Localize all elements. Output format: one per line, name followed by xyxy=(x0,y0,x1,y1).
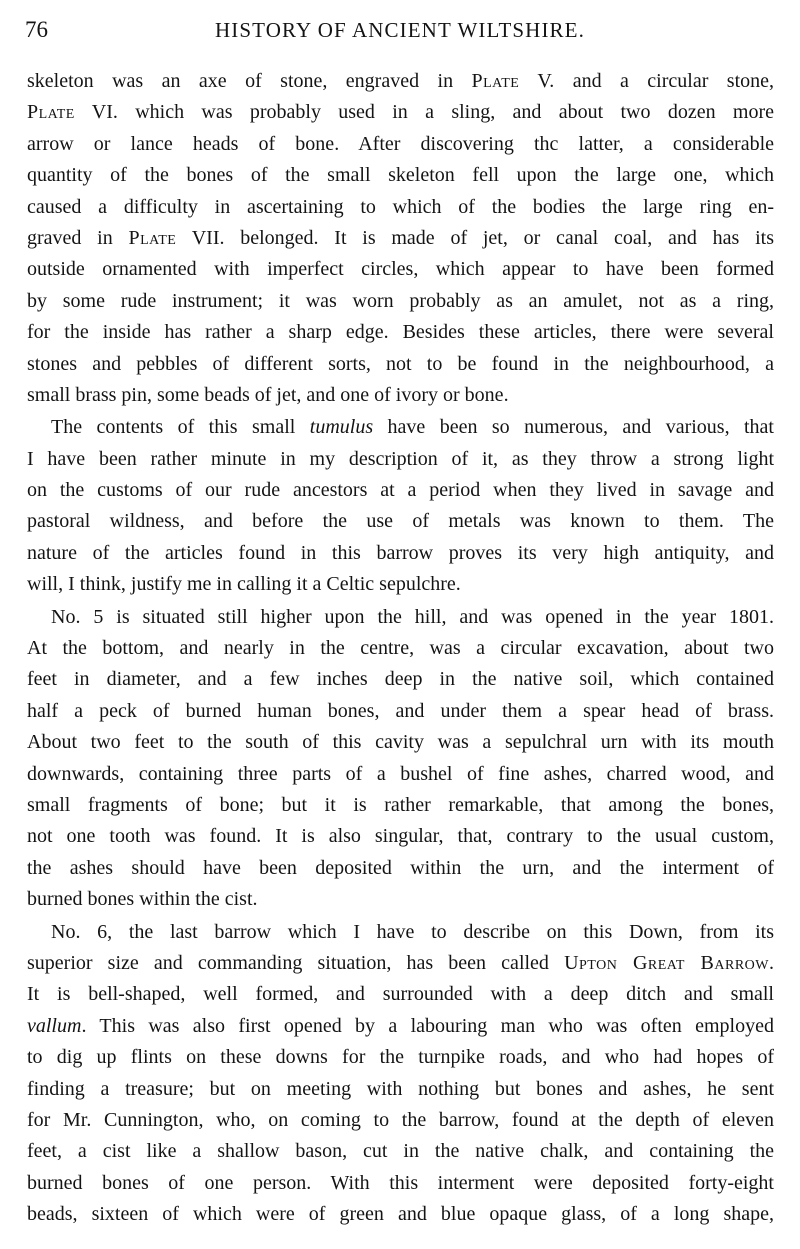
text-line xyxy=(27,97,774,128)
text-segment: for the inside has rather a sharp edge. Besides these articles, there were several xyxy=(27,321,774,344)
text-line xyxy=(27,569,774,600)
text-line xyxy=(27,1105,774,1136)
running-title: HISTORY OF ANCIENT WILTSHIRE. xyxy=(215,18,585,42)
text-segment: VI. which was probably used in a sling, and about two dozen more xyxy=(74,101,774,124)
text-segment: quantity of the bones of the small skeleton fell upon the large one, which xyxy=(27,164,774,187)
small-caps-text: Upton Great Barrow xyxy=(564,951,769,974)
small-caps-text: Plate xyxy=(471,70,520,92)
text-line xyxy=(27,948,774,979)
text-segment: to dig up flints on these downs for the turnpike roads, and who had hopes of xyxy=(27,1046,774,1069)
paragraph xyxy=(27,602,774,916)
text-line xyxy=(27,759,774,790)
text-line xyxy=(27,1042,774,1073)
text-segment: . This was also first opened by a labouring man who was often employed xyxy=(81,1014,774,1037)
text-segment: feet, a cist like a shallow bason, cut in the native chalk, and containing the xyxy=(27,1140,774,1163)
text-line xyxy=(27,538,774,569)
text-line xyxy=(27,790,774,821)
text-segment: on the customs of our rude ancestors at a period when they lived in savage and xyxy=(27,479,774,502)
text-segment: superior size and commanding situation, has been called xyxy=(27,951,565,974)
text-line xyxy=(27,66,774,97)
text-segment: V. and a circular stone, xyxy=(519,70,774,92)
paragraph xyxy=(27,412,774,600)
text-segment: . xyxy=(769,951,774,974)
text-segment: At the bottom, and nearly in the centre, was a circular excavation, about two xyxy=(27,637,774,660)
text-segment: The contents of this small xyxy=(51,416,310,439)
paragraph xyxy=(27,66,774,411)
text-line xyxy=(27,821,774,852)
text-segment: VII. belonged. It is made of jet, or canal coal, and has its xyxy=(176,226,774,249)
text-line xyxy=(27,602,774,633)
text-line xyxy=(27,884,774,915)
text-segment: have been so numerous, and various, that xyxy=(373,416,774,439)
text-line xyxy=(27,129,774,160)
text-segment: feet in diameter, and a few inches deep in the native soil, which contained xyxy=(27,668,774,691)
text-line xyxy=(27,696,774,727)
text-segment: I have been rather minute in my description of it, as they throw a strong light xyxy=(27,447,774,470)
text-segment: small fragments of bone; but it is rather remarkable, that among the bones, xyxy=(27,793,774,816)
text-segment: nature of the articles found in this barrow proves its very high antiquity, and xyxy=(27,541,774,564)
text-line xyxy=(27,664,774,695)
italic-text: vallum xyxy=(27,1014,82,1037)
text-segment: small brass pin, some beads of jet, and one of ivory or bone. xyxy=(27,383,509,406)
text-segment: not one tooth was found. It is also singular, that, contrary to the usual custom, xyxy=(27,825,774,848)
text-line xyxy=(27,727,774,758)
text-segment: It is bell-shaped, well formed, and surrounded with a deep ditch and small xyxy=(27,983,774,1006)
page-number: 76 xyxy=(25,17,48,42)
text-segment: finding a treasure; but on meeting with nothing but bones and ashes, he sent xyxy=(27,1077,774,1100)
text-segment: stones and pebbles of different sorts, not to be found in the neighbourhood, a xyxy=(27,352,774,375)
text-segment: No. 6, the last barrow which I have to describe on this Down, from its xyxy=(51,920,774,943)
text-line xyxy=(27,349,774,380)
text-segment: No. 5 is situated still higher upon the hill, and was opened in the year 1801. xyxy=(51,605,774,628)
text-segment: skeleton was an axe of stone, engraved in xyxy=(27,70,472,92)
body-text xyxy=(27,66,774,1231)
text-line xyxy=(27,192,774,223)
small-caps-text: Plate xyxy=(128,226,177,249)
text-segment: the ashes should have been deposited within the urn, and the interment of xyxy=(27,856,774,879)
text-segment: burned bones within the cist. xyxy=(27,888,258,911)
text-line xyxy=(27,475,774,506)
text-line xyxy=(27,917,774,948)
text-segment: outside ornamented with imperfect circles, which appear to have been formed xyxy=(27,258,774,281)
text-line xyxy=(27,1168,774,1199)
text-segment: About two feet to the south of this cavity was a sepulchral urn with its mouth xyxy=(27,731,774,754)
text-line xyxy=(27,1199,774,1230)
text-segment: caused a difficulty in ascertaining to which of the bodies the large ring en- xyxy=(27,195,774,218)
text-segment: for Mr. Cunnington, who, on coming to the barrow, found at the depth of eleven xyxy=(27,1108,774,1131)
text-line xyxy=(27,506,774,537)
text-segment: by some rude instrument; it was worn probably as an amulet, not as a ring, xyxy=(27,289,774,312)
text-line xyxy=(27,380,774,411)
text-line xyxy=(27,254,774,285)
text-line xyxy=(27,412,774,443)
text-segment: will, I think, justify me in calling it a Celtic sepulchre. xyxy=(27,573,461,596)
paragraph xyxy=(27,917,774,1231)
text-segment: pastoral wildness, and before the use of metals was known to them. The xyxy=(27,510,774,533)
text-line xyxy=(27,1136,774,1167)
text-line xyxy=(27,160,774,191)
text-segment: graved in xyxy=(27,226,129,249)
italic-text: tumulus xyxy=(309,416,374,439)
text-line xyxy=(27,317,774,348)
text-segment: arrow or lance heads of bone. After discovering thc latter, a considerable xyxy=(27,132,774,155)
small-caps-text: Plate xyxy=(27,101,75,124)
text-line xyxy=(27,979,774,1010)
text-line xyxy=(27,633,774,664)
text-line xyxy=(27,286,774,317)
text-segment: downwards, containing three parts of a bushel of fine ashes, charred wood, and xyxy=(27,762,774,785)
text-segment: beads, sixteen of which were of green and blue opaque glass, of a long shape, xyxy=(27,1203,774,1226)
text-line xyxy=(27,853,774,884)
text-line xyxy=(27,1011,774,1042)
text-segment: burned bones of one person. With this interment were deposited forty-eight xyxy=(27,1171,774,1194)
text-line xyxy=(27,1074,774,1105)
text-line xyxy=(27,444,774,475)
text-line xyxy=(27,223,774,254)
text-segment: half a peck of burned human bones, and under them a spear head of brass. xyxy=(27,699,774,722)
